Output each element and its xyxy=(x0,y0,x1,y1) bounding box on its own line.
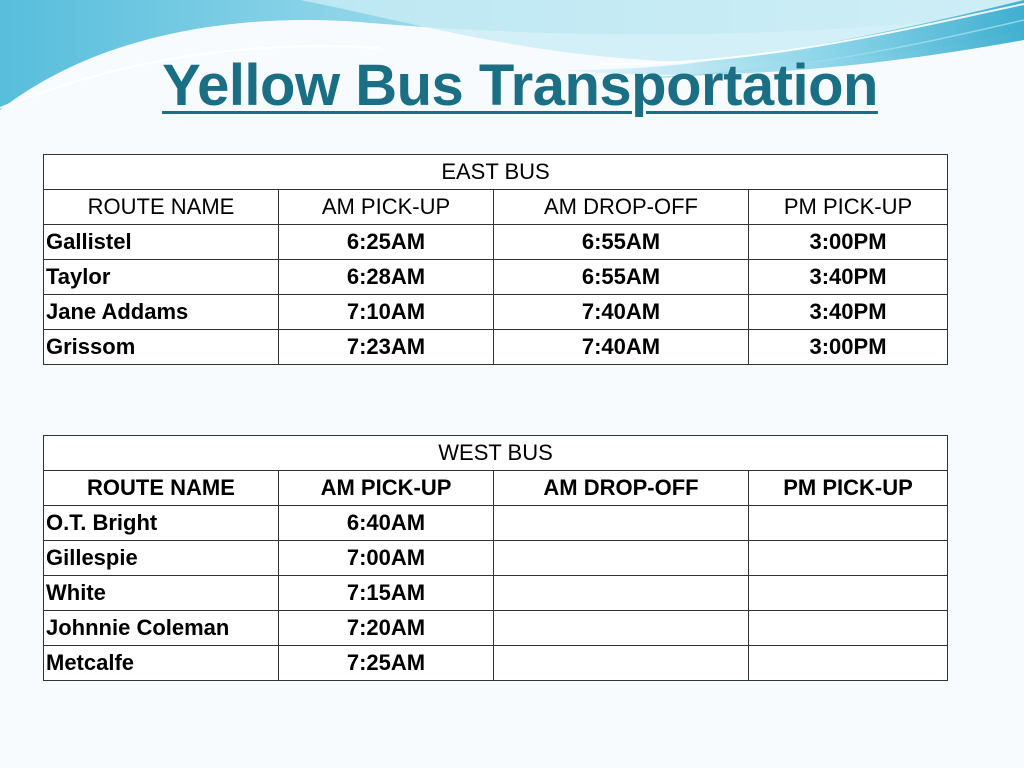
route-name-cell: Metcalfe xyxy=(44,646,279,681)
am-dropoff-cell: 7:40AM xyxy=(494,330,749,365)
am-dropoff-cell xyxy=(494,506,749,541)
route-name-cell: White xyxy=(44,576,279,611)
east-bus-table xyxy=(43,154,948,365)
table-row xyxy=(44,295,948,330)
am-pickup-cell: 7:15AM xyxy=(279,576,494,611)
table-row xyxy=(44,541,948,576)
table-row xyxy=(44,611,948,646)
column-header-am-pickup: AM PICK-UP xyxy=(279,190,494,225)
pm-pickup-cell: 3:40PM xyxy=(749,260,948,295)
east-column-header-row xyxy=(44,190,948,225)
pm-pickup-cell: 3:40PM xyxy=(749,295,948,330)
table-row xyxy=(44,646,948,681)
am-pickup-cell: 7:25AM xyxy=(279,646,494,681)
table-row xyxy=(44,225,948,260)
pm-pickup-cell: 3:00PM xyxy=(749,330,948,365)
route-name-cell: Grissom xyxy=(44,330,279,365)
am-dropoff-cell xyxy=(494,611,749,646)
am-pickup-cell: 7:10AM xyxy=(279,295,494,330)
pm-pickup-cell xyxy=(749,646,948,681)
table-row xyxy=(44,506,948,541)
am-pickup-cell: 6:25AM xyxy=(279,225,494,260)
pm-pickup-cell xyxy=(749,506,948,541)
pm-pickup-cell xyxy=(749,611,948,646)
pm-pickup-cell xyxy=(749,541,948,576)
column-header-am-dropoff: AM DROP-OFF xyxy=(494,471,749,506)
am-pickup-cell: 7:20AM xyxy=(279,611,494,646)
west-bus-table xyxy=(43,435,948,681)
east-bus-heading-row xyxy=(44,155,948,190)
column-header-pm-pickup: PM PICK-UP xyxy=(749,190,948,225)
column-header-pm-pickup: PM PICK-UP xyxy=(749,471,948,506)
am-dropoff-cell: 6:55AM xyxy=(494,260,749,295)
table-row xyxy=(44,576,948,611)
page-title: Yellow Bus Transportation xyxy=(162,53,878,118)
column-header-am-pickup: AM PICK-UP xyxy=(279,471,494,506)
table-row xyxy=(44,260,948,295)
route-name-cell: O.T. Bright xyxy=(44,506,279,541)
am-dropoff-cell xyxy=(494,646,749,681)
am-pickup-cell: 7:00AM xyxy=(279,541,494,576)
route-name-cell: Gallistel xyxy=(44,225,279,260)
route-name-cell: Gillespie xyxy=(44,541,279,576)
column-header-route-name: ROUTE NAME xyxy=(44,190,279,225)
route-name-cell: Johnnie Coleman xyxy=(44,611,279,646)
table-row xyxy=(44,330,948,365)
am-pickup-cell: 7:23AM xyxy=(279,330,494,365)
am-dropoff-cell: 6:55AM xyxy=(494,225,749,260)
am-dropoff-cell xyxy=(494,541,749,576)
pm-pickup-cell xyxy=(749,576,948,611)
column-header-am-dropoff: AM DROP-OFF xyxy=(494,190,749,225)
west-bus-heading-row xyxy=(44,436,948,471)
am-dropoff-cell xyxy=(494,576,749,611)
east-bus-heading: EAST BUS xyxy=(44,155,948,190)
west-column-header-row xyxy=(44,471,948,506)
am-dropoff-cell: 7:40AM xyxy=(494,295,749,330)
route-name-cell: Taylor xyxy=(44,260,279,295)
pm-pickup-cell: 3:00PM xyxy=(749,225,948,260)
route-name-cell: Jane Addams xyxy=(44,295,279,330)
west-bus-heading: WEST BUS xyxy=(44,436,948,471)
am-pickup-cell: 6:28AM xyxy=(279,260,494,295)
column-header-route-name: ROUTE NAME xyxy=(44,471,279,506)
am-pickup-cell: 6:40AM xyxy=(279,506,494,541)
